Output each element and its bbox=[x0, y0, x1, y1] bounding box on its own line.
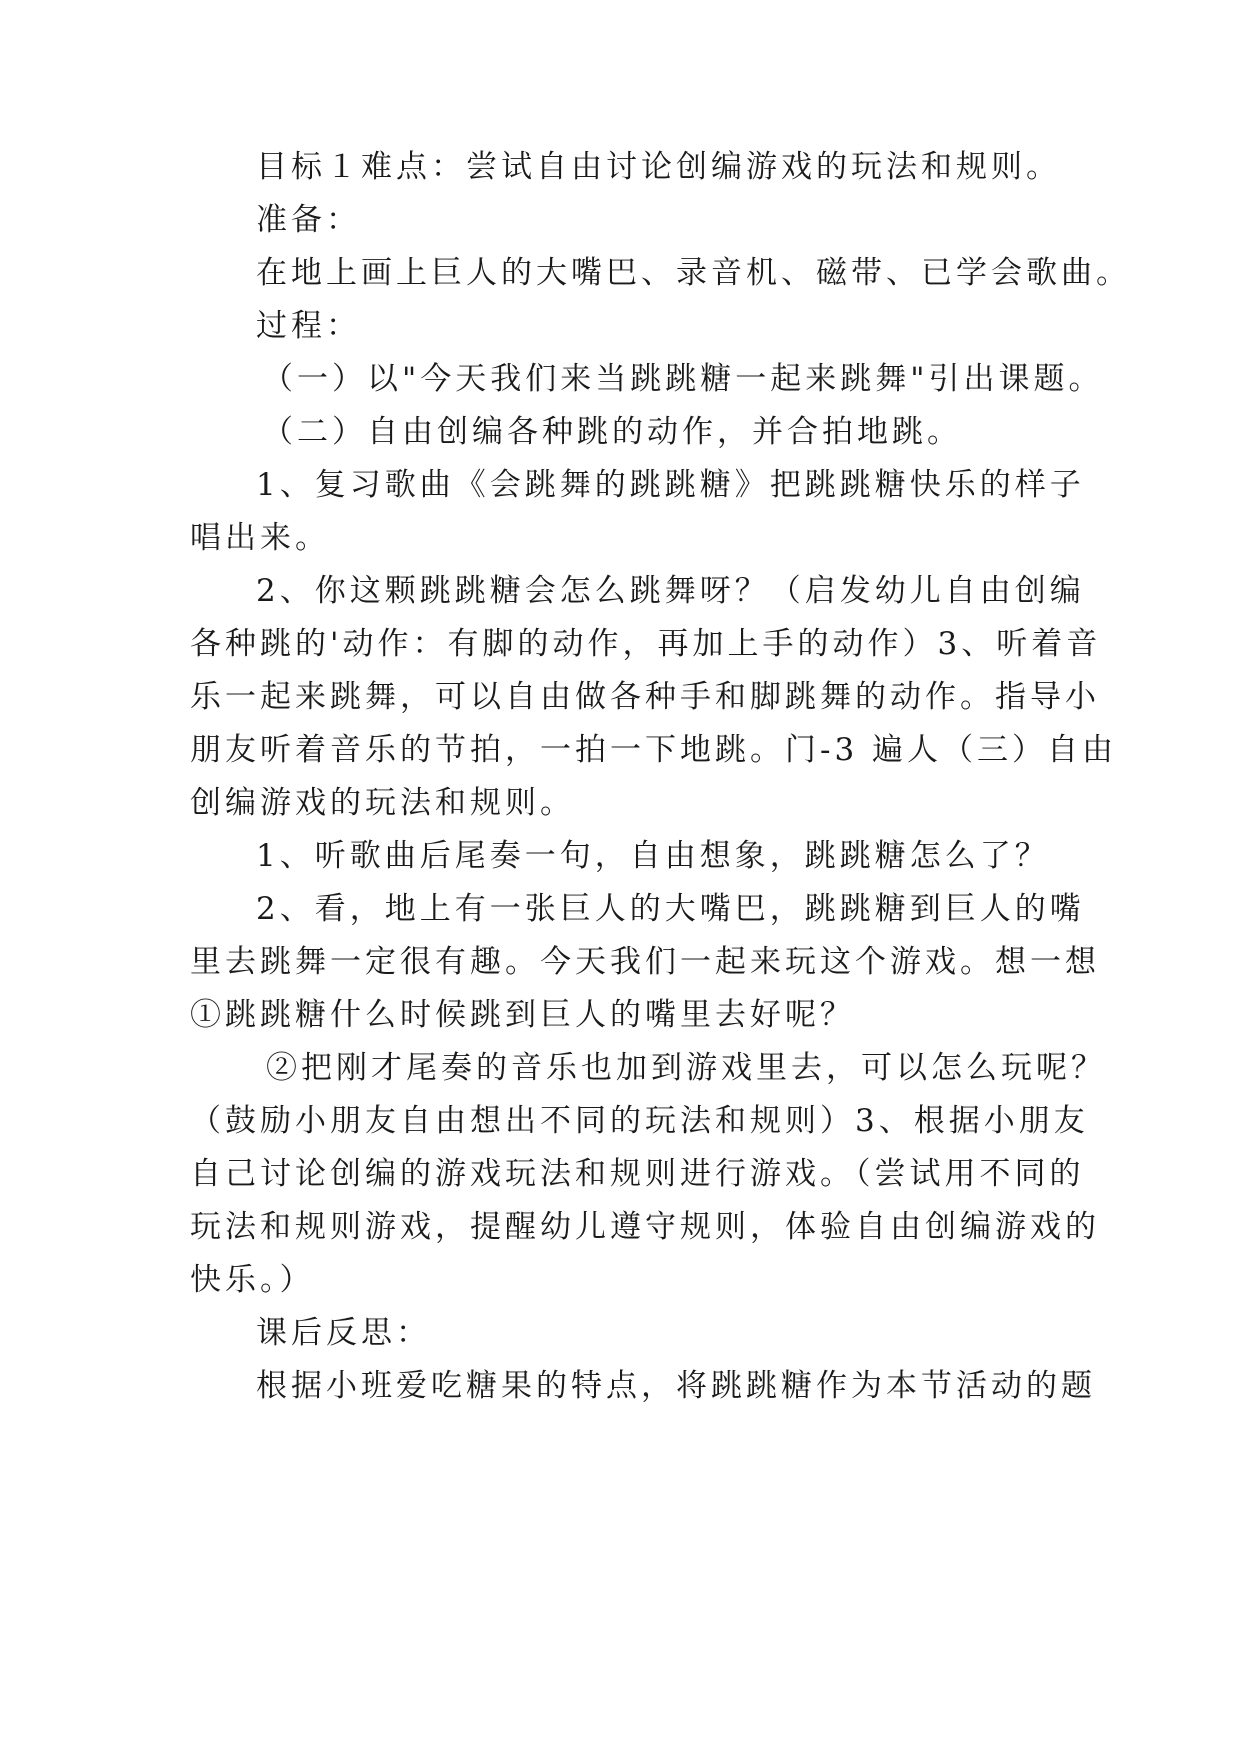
text-line: 朋友听着音乐的节拍，一拍一下地跳。门-3 遍人（三）自由 bbox=[190, 732, 1118, 768]
text-line: 根据小班爱吃糖果的特点，将跳跳糖作为本节活动的题 bbox=[256, 1368, 1096, 1404]
text-line: 里去跳舞一定很有趣。今天我们一起来玩这个游戏。想一想 bbox=[190, 944, 1100, 980]
text-line: 2、你这颗跳跳糖会怎么跳舞呀？（启发幼儿自由创编 bbox=[256, 573, 1085, 609]
text-line: 1、听歌曲后尾奏一句，自由想象，跳跳糖怎么了？ bbox=[256, 838, 1050, 874]
text-line: 自己讨论创编的游戏玩法和规则进行游戏。（尝试用不同的 bbox=[190, 1156, 1085, 1192]
text-line: 乐一起来跳舞，可以自由做各种手和脚跳舞的动作。指导小 bbox=[190, 679, 1100, 715]
text-line: （一）以"今天我们来当跳跳糖一起来跳舞"引出课题。 bbox=[262, 361, 1104, 397]
text-line: 准备： bbox=[256, 202, 361, 238]
text-line: （鼓励小朋友自由想出不同的玩法和规则）3、根据小朋友 bbox=[190, 1103, 1089, 1139]
text-line: 课后反思： bbox=[256, 1315, 431, 1351]
text-line: （二）自由创编各种跳的动作，并合拍地跳。 bbox=[262, 414, 962, 450]
text-line: 创编游戏的玩法和规则。 bbox=[190, 785, 575, 821]
text-line: ②把刚才尾奏的音乐也加到游戏里去，可以怎么玩呢？ bbox=[266, 1050, 1106, 1086]
text-line: 各种跳的'动作：有脚的动作，再加上手的动作）3、听着音 bbox=[190, 626, 1102, 662]
text-line: ①跳跳糖什么时候跳到巨人的嘴里去好呢？ bbox=[190, 997, 855, 1033]
text-line: 过程： bbox=[256, 308, 361, 344]
text-line: 唱出来。 bbox=[190, 520, 330, 556]
text-line: 玩法和规则游戏，提醒幼儿遵守规则，体验自由创编游戏的 bbox=[190, 1209, 1100, 1245]
text-line: 1、复习歌曲《会跳舞的跳跳糖》把跳跳糖快乐的样子 bbox=[256, 467, 1085, 503]
text-line: 目标１难点：尝试自由讨论创编游戏的玩法和规则。 bbox=[256, 149, 1061, 185]
text-line: 在地上画上巨人的大嘴巴、录音机、磁带、已学会歌曲。 bbox=[256, 255, 1131, 291]
text-line: 快乐。） bbox=[190, 1262, 315, 1298]
text-line: 2、看，地上有一张巨人的大嘴巴，跳跳糖到巨人的嘴 bbox=[256, 891, 1085, 927]
